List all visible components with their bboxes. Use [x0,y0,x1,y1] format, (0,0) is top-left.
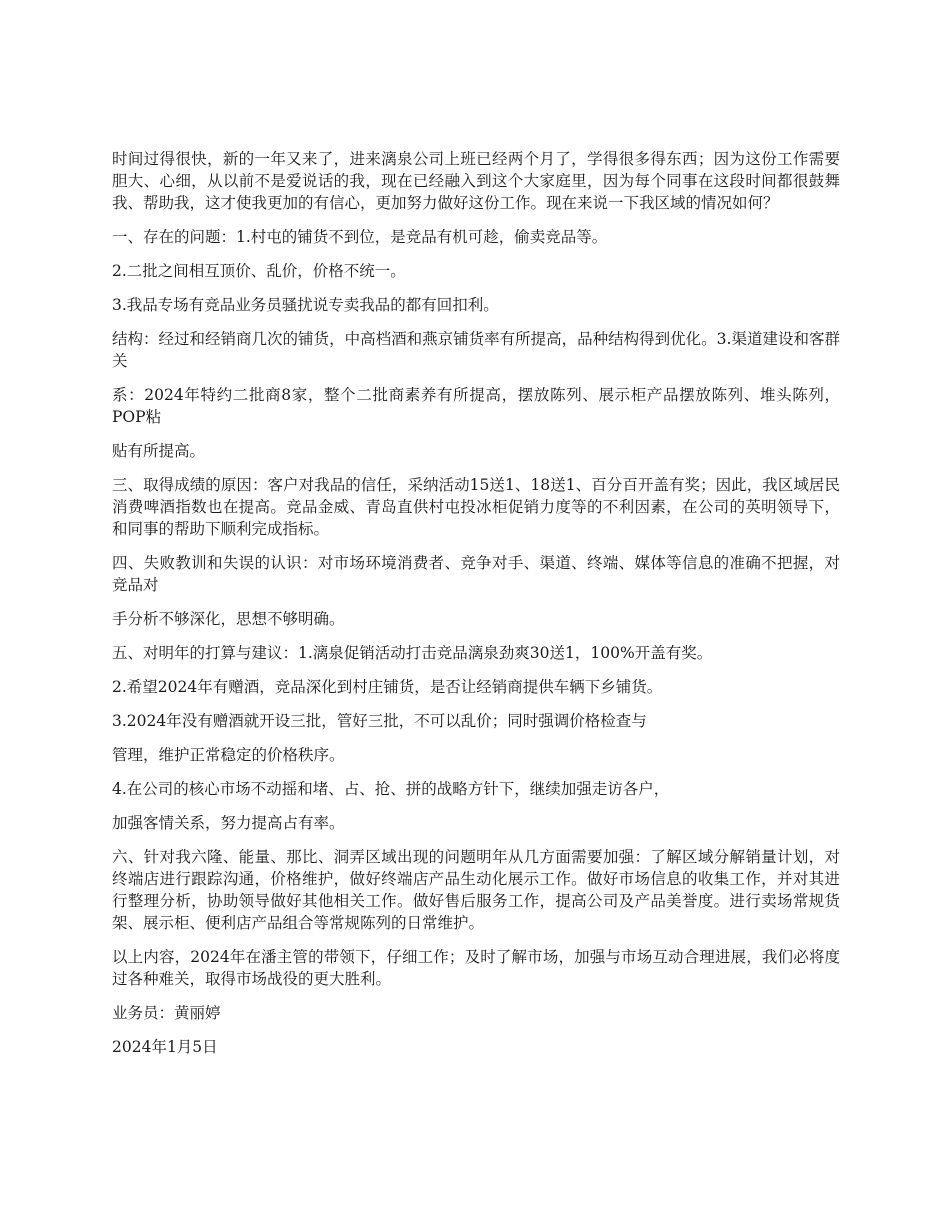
paragraph-plans-4: 4.在公司的核心市场不动摇和堵、占、抢、拼的战略方针下，继续加强走访各户， [112,780,670,798]
paragraph-plans-1: 五、对明年的打算与建议：1.漓泉促销活动打击竞品漓泉劲爽30送1，100%开盖有奖。 [112,644,713,662]
paragraph-plans-4-cont: 加强客情关系，努力提高占有率。 [112,814,345,832]
paragraph-plans-2: 2.希望2024年有赠酒，竞品深化到村庄铺货，是否让经销商提供车辆下乡铺货。 [112,678,663,696]
paragraph-relations: 系：2024年特约二批商8家，整个二批商素养有所提高，摆放陈列、展示柜产品摆放陈列、堆头陈列，POP粘 [112,386,840,426]
document-date: 2024年1月5日 [112,1038,218,1056]
paragraph-lessons: 四、失败教训和失误的认识：对市场环境消费者、竞争对手、渠道、终端、媒体等信息的准确不把握，对竞品对 [112,554,840,594]
paragraph-plans-3-cont: 管理，维护正常稳定的价格秩序。 [112,746,345,764]
paragraph-achievements: 三、取得成绩的原因：客户对我品的信任，采纳活动15送1、18送1、百分百开盖有奖；因此，我区域居民消费啤酒指数也在提高。竞品金威、青岛直供村屯投冰柜促销力度等的不利因素，在公司的英明领导下，和同事的帮助下顺利完成指标。 [112,476,840,538]
paragraph-intro: 时间过得很快，新的一年又来了，进来漓泉公司上班已经两个月了，学得很多得东西；因为这份工作需要胆大、心细，从以前不是爱说话的我，现在已经融入到这个大家庭里，因为每个同事在这段时间都很鼓舞我、帮助我，这才使我更加的有信心，更加努力做好这份工作。现在来说一下我区域的情况如何？ [112,150,840,212]
paragraph-structure: 结构：经过和经销商几次的铺货，中高档酒和燕京铺货率有所提高，品种结构得到优化。3.渠道建设和客群关 [112,330,840,370]
paragraph-conclusion: 以上内容，2024年在潘主管的带领下，仔细工作；及时了解市场，加强与市场互动合理进展，我们必将度过各种难关，取得市场战役的更大胜利。 [112,948,840,988]
paragraph-relations-cont: 贴有所提高。 [112,442,206,460]
signature-salesperson: 业务员：黄丽婷 [112,1004,221,1022]
paragraph-plans-3: 3.2024年没有赠酒就开设三批，管好三批，不可以乱价；同时强调价格检查与 [112,712,647,730]
paragraph-problems-2: 2.二批之间相互顶价、乱价，价格不统一。 [112,262,406,280]
paragraph-problems-1: 一、存在的问题：1.村屯的铺货不到位，是竞品有机可趁，偷卖竞品等。 [112,228,608,246]
paragraph-improvements: 六、针对我六隆、能量、那比、洞弄区域出现的问题明年从几方面需要加强：了解区域分解销量计划，对终端店进行跟踪沟通，价格维护，做好终端店产品生动化展示工作。做好市场信息的收集工作，并对其进行整理分析，协助领导做好其他相关工作。做好售后服务工作，提高公司及产品美誉度。进行卖场常规货架、展示柜、便利店产品组合等常规陈列的日常维护。 [112,848,840,932]
document-body [112,148,840,1070]
paragraph-problems-3: 3.我品专场有竞品业务员骚扰说专卖我品的都有回扣利。 [112,296,499,314]
paragraph-lessons-cont: 手分析不够深化，思想不够明确。 [112,610,345,628]
